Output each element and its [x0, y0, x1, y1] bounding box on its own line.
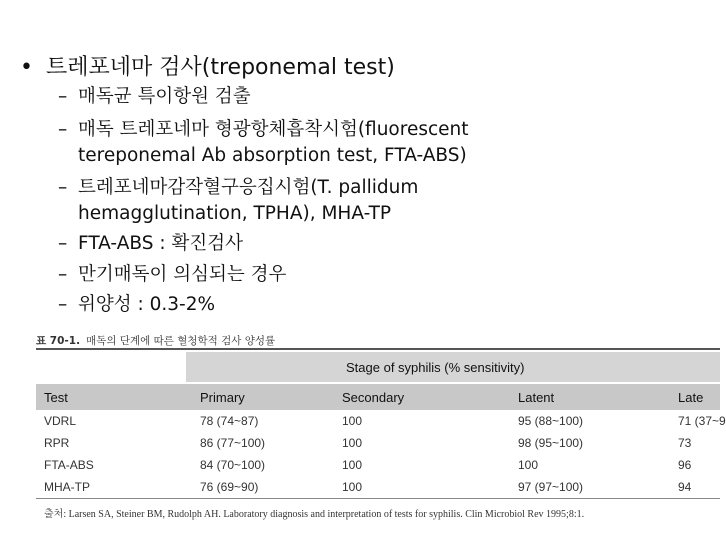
sensitivity-table [36, 348, 726, 498]
sub-bullet [58, 175, 418, 227]
dash-marker: – [58, 86, 68, 107]
table-row [36, 454, 720, 476]
table-cell: 95 (88~100) [518, 414, 584, 428]
bullet-marker: • [20, 55, 33, 80]
table-row [36, 410, 726, 432]
table-row [36, 476, 720, 498]
column-header: Late [678, 390, 704, 405]
main-bullet-text: 트레포네마 검사(treponemal test) [46, 55, 395, 80]
table-cell: 100 [518, 458, 539, 472]
table-cell: 100 [342, 414, 363, 428]
sub-bullet-text: 만기매독이 의심되는 경우 [78, 264, 287, 285]
dash-marker: – [58, 264, 68, 285]
stage-header-label: Stage of syphilis (% sensitivity) [346, 360, 525, 375]
sub-bullet-text: 매독균 특이항원 검출 [78, 86, 251, 107]
column-header-row [36, 384, 720, 410]
dash-marker: – [58, 119, 68, 140]
sub-bullet [58, 262, 286, 288]
table-cell: 100 [342, 436, 363, 450]
sub-bullet-continuation: tereponemal Ab absorption test, FTA-ABS) [78, 145, 467, 166]
table-cell: MHA-TP [44, 480, 90, 494]
sub-bullet-text: 매독 트레포네마 형광항체흡착시험(fluorescent [78, 119, 469, 140]
sub-bullet-text: 위양성 : 0.3-2% [78, 294, 216, 315]
sub-bullet-text: 트레포네마감작혈구응집시험(T. pallidum [78, 177, 419, 198]
dash-marker: – [58, 177, 68, 198]
table-cell: RPR [44, 436, 70, 450]
dash-marker: – [58, 233, 68, 254]
table-cell: 71 (37~9 [678, 414, 726, 428]
column-header: Primary [200, 390, 245, 405]
table-cell: 94 [678, 480, 692, 494]
column-header: Secondary [342, 390, 405, 405]
sub-bullet [58, 117, 469, 169]
table-cell: 78 (74~87) [200, 414, 259, 428]
table-cell: 84 (70~100) [200, 458, 266, 472]
table-cell: 73 [678, 436, 692, 450]
sub-bullet [58, 231, 243, 257]
sub-bullet [58, 292, 215, 318]
main-bullet [20, 50, 395, 81]
sub-bullet-text: FTA-ABS : 확진검사 [78, 233, 243, 254]
table-cell: FTA-ABS [44, 458, 94, 472]
table-cell: 96 [678, 458, 692, 472]
table-caption [36, 333, 275, 348]
table-cell: 97 (97~100) [518, 480, 584, 494]
table-cell: 98 (95~100) [518, 436, 584, 450]
table-source-citation: 출처: Larsen SA, Steiner BM, Rudolph AH. Laboratory diagnosis and interpretation of tests for syphilis. Clin Microbiol Rev 1995;8:1. [44, 509, 585, 520]
table-cell: VDRL [44, 414, 77, 428]
table-cell: 76 (69~90) [200, 480, 259, 494]
sub-bullet-continuation: hemagglutination, TPHA), MHA-TP [78, 203, 392, 224]
sub-bullet [58, 84, 251, 110]
table-top-rule [36, 348, 720, 350]
table-cell: 100 [342, 480, 363, 494]
dash-marker: – [58, 294, 68, 315]
table-cell: 100 [342, 458, 363, 472]
table-bottom-rule [36, 498, 720, 499]
table-cell: 86 (77~100) [200, 436, 266, 450]
table-caption-number: 표 70-1. [36, 335, 81, 347]
stage-header [186, 352, 720, 382]
table-caption-text: 매독의 단계에 따른 혈청학적 검사 양성률 [86, 335, 276, 347]
column-header: Latent [518, 390, 555, 405]
table-row [36, 432, 720, 454]
column-header: Test [44, 390, 68, 405]
